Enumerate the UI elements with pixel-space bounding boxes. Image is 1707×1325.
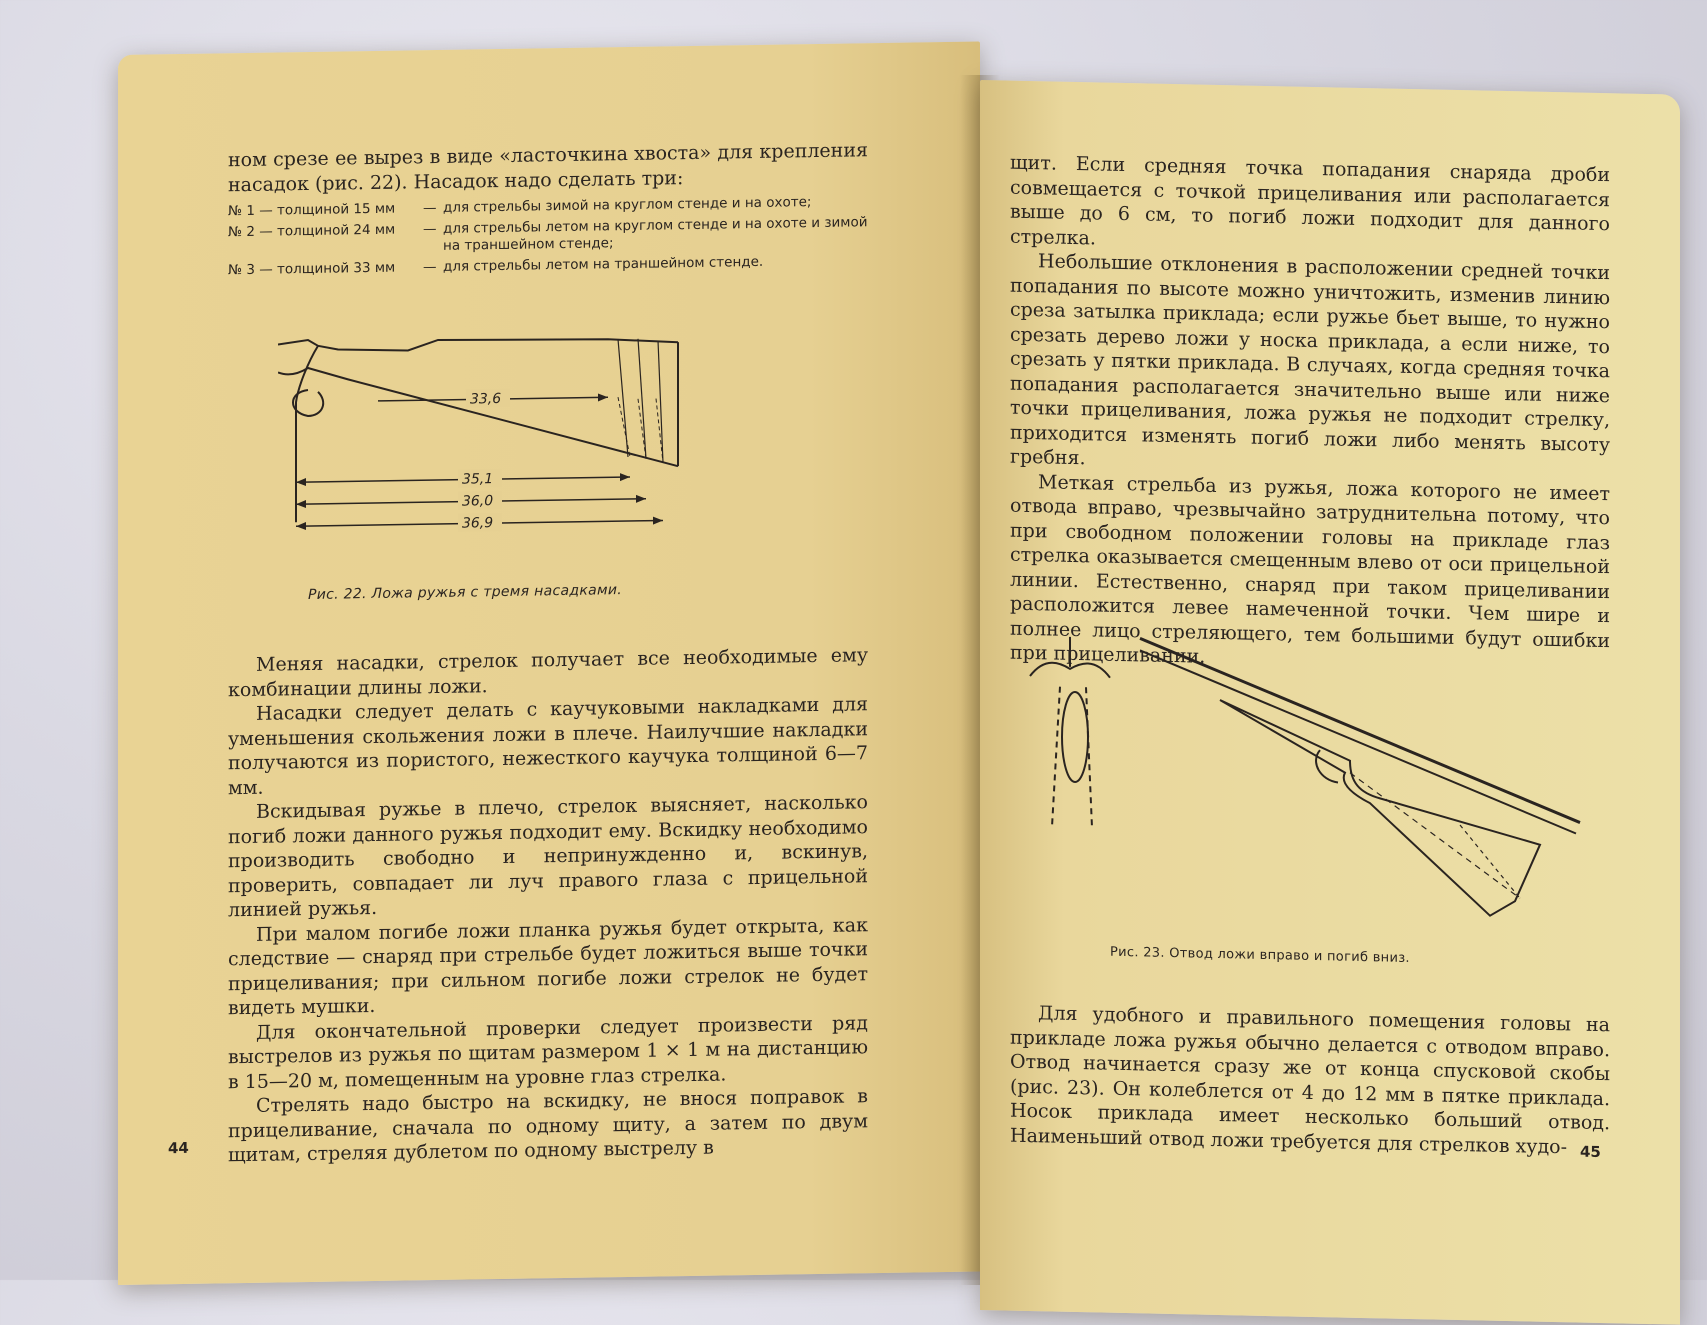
list-item: № 3 — толщиной 33 мм — для стрельбы летом на траншейном стенде. [228,252,868,279]
page-number-left: 44 [168,1138,189,1158]
dim-label: 35,1 [462,471,494,488]
right-page [980,80,1680,1325]
paragraph: Меняя насадки, стрелок получает все необходимые ему комбинации длины ложи. [228,644,868,701]
paragraph: Вскидывая ружье в плечо, стрелок выясняет, насколько погиб ложи данного ружья подходит ему. Вскидку необходимо производить свободно и непринужденно и, вскинув, проверить, совпадает ли луч правого глаза с прицельной линией ружья. [228,791,868,922]
left-intro [228,138,868,197]
dim-label: 36,0 [462,493,494,510]
figure-22-caption: Рис. 22. Ложа ружья с тремя насадками. [308,582,622,604]
figure-22-stock-drawing [278,325,738,542]
item-desc: для стрельбы летом на круглом стенде и на охоте и зимой на траншейном стенде; [443,214,868,254]
paragraph: Меткая стрельба из ружья, ложа которого не имеет отвода вправо, чрезвычайно затруднительна потому, что при свободном положении головы на прикладе глаз стрелка оказывается смещенным влево от оси прицельной линии. Естественно, снаряд при таком прицеливании расположится левее намеченной точки. Чем шире и полнее лицо стреляющего, тем большими будут ошибки при прицеливании. [1010,470,1610,668]
paragraph: Для удобного и правильного помещения головы на прикладе ложа ружья обычно делается с отводом вправо. Отвод начинается сразу же от конца спусковой скобы (рис. 23). Он колеблется от 4 до 12 мм в пятке приклада. Носок приклада имеет несколько больший отвод. Наименьший отвод ложи требуется для стрелков худо- [1010,1002,1610,1158]
paragraph: Стрелять надо быстро на вскидку, не внося поправок в прицеливание, сначала по одному щиту, а затем по двум щитам, стреляя дублетом по одному выстрелу в [228,1085,868,1167]
left-body [228,643,868,1168]
item-num: № 2 — толщиной 24 мм [228,221,396,241]
paragraph: Для окончательной проверки следует произвести ряд выстрелов из ружья по щитам размером 1 × 1 м на дистанцию в 15—20 м, помещенным на уровне глаз стрелка. [228,1011,868,1093]
paragraph: Насадки следует делать с каучуковыми накладками для уменьшения скольжения ложи в плече. Наилучшие накладки получаются из пористого, нежесткого каучука толщиной 6—7 мм. [228,693,868,799]
paragraph: Небольшие отклонения в расположении средней точки попадания по высоте можно уничтожить, изменив линию среза затылка приклада; если ружье бьет выше, то нужно срезать дерево ложи у носка приклада, а если ниже, то срезать у пятки приклада. В случаях, когда средняя точка попадания располагается значительно выше или ниже точки прицеливания, ложа ружья не подходит стрелку, приходится изменять погиб ложи либо менять высоту гребня. [1010,250,1610,470]
nozzle-list [228,193,868,283]
list-item: № 2 — толщиной 24 мм — для стрельбы летом на круглом стенде и на охоте и зимой на траншейном стенде; [228,214,868,258]
item-num: № 1 — толщиной 15 мм [228,200,396,220]
figure-23-caption: Рис. 23. Отвод ложи вправо и погиб вниз. [1110,944,1410,967]
paragraph: щит. Если средняя точка попадания снаряда дроби совмещается с точкой прицеливания или располагается выше до 6 см, то погиб ложи подходит для данного стрелка. [1010,151,1610,249]
intro-text: ном срезе ее вырез в виде «ласточкина хвоста» для крепления насадок (рис. 22). Насадок надо сделать три: [228,139,868,196]
item-desc: для стрельбы зимой на круглом стенде и на охоте; [443,194,812,216]
right-top-text [1010,151,1610,678]
paragraph: При малом погибе ложи планка ружья будет открыта, как следствие — снаряд при стрельбе будет ложиться выше точки прицеливания; при сильном погибе ложи стрелок не будет видеть мушки. [228,913,868,1020]
figure-23-drawing [1020,626,1600,938]
right-bottom-text [1010,1001,1610,1161]
dim-label: 36,9 [462,515,494,532]
item-num: № 3 — толщиной 33 мм [228,259,396,279]
open-book [100,55,1660,1290]
left-page [118,41,980,1285]
list-item: № 1 — толщиной 15 мм — для стрельбы зимой на круглом стенде и на охоте; [228,193,868,220]
item-desc: для стрельбы летом на траншейном стенде. [443,253,764,275]
page-number-right: 45 [1580,1142,1601,1162]
dim-label: 33,6 [470,390,502,408]
